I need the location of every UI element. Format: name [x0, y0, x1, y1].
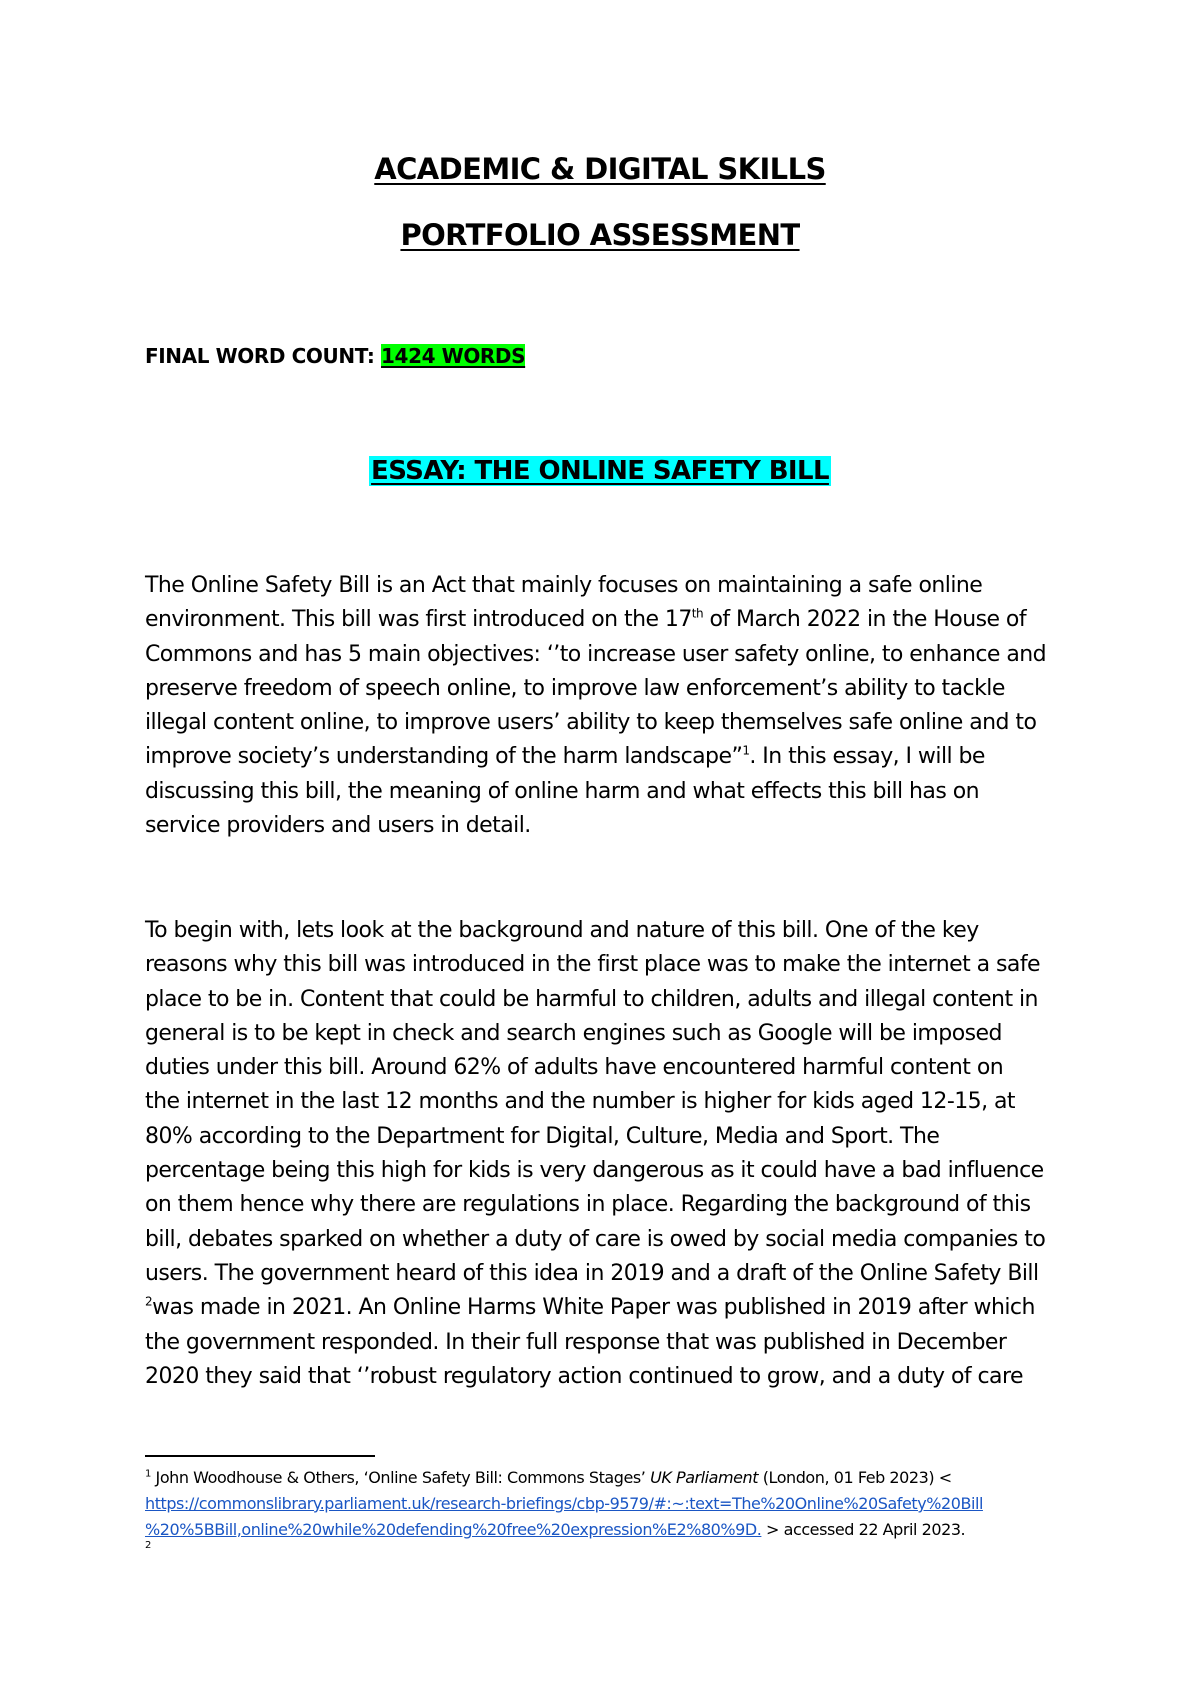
paragraph-background — [145, 914, 1065, 1394]
footnote-line — [145, 1491, 1065, 1517]
footnote-marker: 1 — [145, 1468, 151, 1480]
footnote-2-marker: 2 — [145, 1540, 152, 1551]
footnote-line: %20%5BBill,online%20while%20defending%20free%20expression%E2%80%9D. > accessed 22 April 2023. — [145, 1520, 966, 1539]
footnote-reference[interactable]: 2 — [145, 1294, 153, 1309]
para-line: 80% according to the Department for Digital, Culture, Media and Sport. The — [145, 1123, 940, 1149]
word-count — [145, 344, 525, 368]
para-line: percentage being this high for kids is very dangerous as it could have a bad influence — [145, 1158, 1044, 1184]
footnote-link-continued[interactable]: %20%5BBill,online%20while%20defending%20free%20expression%E2%80%9D. — [145, 1520, 762, 1539]
document-title-line-2: PORTFOLIO ASSESSMENT — [400, 218, 800, 252]
para-line: place to be in. Content that could be harmful to children, adults and illegal content in — [145, 986, 1038, 1012]
para-line: service providers and users in detail. — [145, 813, 531, 839]
para-line: improve society’s understanding of the harm landscape”$^1$. In this essay, I will be — [145, 744, 985, 770]
para-line: environment. This bill was first introduced on the 17th of March 2022 in the House of — [145, 606, 1027, 633]
footnote-source: UK Parliament — [650, 1468, 759, 1487]
para-line: the internet in the last 12 months and the number is higher for kids aged 12-15, at — [145, 1089, 1016, 1115]
para-line: users. The government heard of this idea in 2019 and a draft of the Online Safety Bill — [145, 1260, 1039, 1286]
footnote-1 — [145, 1465, 1065, 1543]
para-line: general is to be kept in check and search engines such as Google will be imposed — [145, 1020, 1002, 1046]
para-line: The Online Safety Bill is an Act that mainly focuses on maintaining a safe online — [145, 573, 983, 598]
para-line: To begin with, lets look at the background and nature of this bill. One of the key — [145, 918, 979, 943]
ordinal-superscript: th — [691, 606, 704, 621]
para-line: on them hence why there are regulations in place. Regarding the background of this — [145, 1192, 1031, 1218]
word-count-value: 1424 WORDS — [381, 344, 526, 368]
para-line: preserve freedom of speech online, to improve law enforcement’s ability to tackle — [145, 675, 1005, 701]
footnote-reference[interactable]: 1 — [742, 744, 750, 759]
essay-title-text: ESSAY: THE ONLINE SAFETY BILL — [371, 456, 829, 486]
para-line: bill, debates sparked on whether a duty of care is owed by social media companies to — [145, 1226, 1046, 1252]
document-title-line-1: ACADEMIC & DIGITAL SKILLS — [374, 152, 826, 186]
para-line: reasons why this bill was introduced in the first place was to make the internet a safe — [145, 952, 1041, 978]
para-line: duties under this bill. Around 62% of adults have encountered harmful content on — [145, 1055, 1004, 1081]
para-line: the government responded. In their full response that was published in December — [145, 1329, 1007, 1355]
essay-title — [0, 456, 1200, 486]
paragraph-intro — [145, 569, 1065, 843]
para-line: 2020 they said that ‘’robust regulatory action continued to grow, and a duty of care — [145, 1363, 1023, 1389]
footnote-separator — [145, 1455, 375, 1457]
para-line: Commons and has 5 main objectives: ‘’to increase user safety online, to enhance and — [145, 641, 1047, 667]
footnote-line: $^1$ John Woodhouse & Others, ‘Online Safety Bill: Commons Stages’ UK Parliament (London, 01 Feb 2023) < — [145, 1468, 952, 1487]
para-line: illegal content online, to improve users’ ability to keep themselves safe online and to — [145, 710, 1037, 736]
para-line: $^2$was made in 2021. An Online Harms White Paper was published in 2019 after which — [145, 1294, 1035, 1321]
word-count-label: FINAL WORD COUNT: — [145, 344, 382, 368]
footnote-link[interactable]: https://commonslibrary.parliament.uk/research-briefings/cbp-9579/#:~:text=The%20Online%20Safety%20Bill — [145, 1494, 983, 1513]
para-line: discussing this bill, the meaning of online harm and what effects this bill has on — [145, 778, 980, 804]
